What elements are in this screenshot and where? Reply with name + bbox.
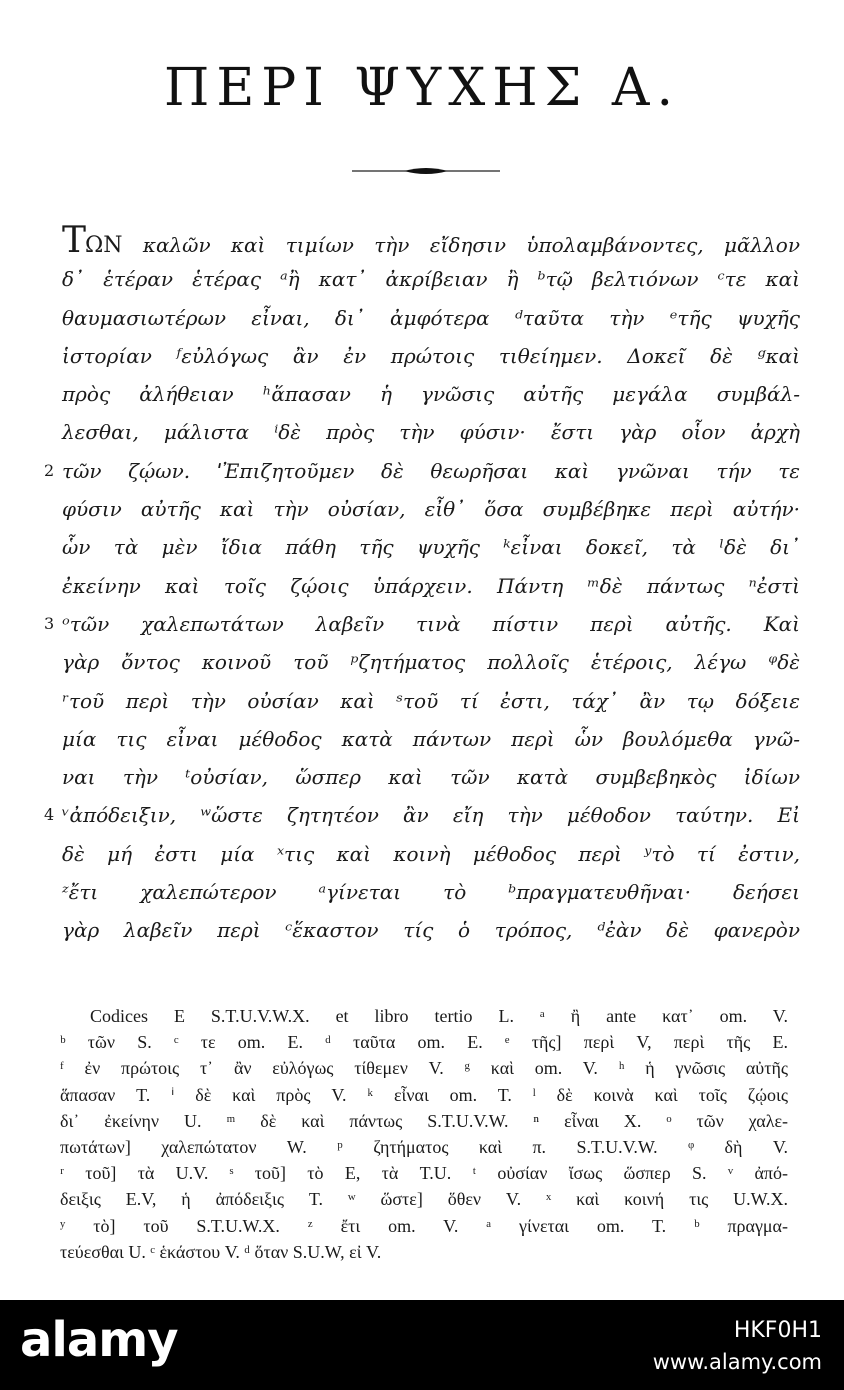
line-number: 4	[44, 805, 55, 825]
text-line: δὲ μή ἐστι μία ˣτις καὶ κοινὴ μέθοδος περὶ ʸτὸ τί ἐστιν,	[62, 841, 800, 866]
drop-cap: Τ	[62, 220, 86, 261]
text-line: 3 ᵒτῶν χαλεπωτάτων λαβεῖν τινὰ πίστιν περὶ αὐτῆς. Καὶ	[62, 605, 800, 643]
note-line: δι᾽ ἐκείνην U. ᵐ δὲ καὶ πάντως S.T.U.V.W. ⁿ εἶναι X. ᵒ τῶν χαλε-	[60, 1110, 788, 1131]
text-line: λεσθαι, μάλιστα ⁱδὲ πρὸς τὴν φύσιν· ἔστι γὰρ οἷον ἀρχὴ	[62, 420, 800, 445]
note-line: τεύεσθαι U. ᶜ ἑκάστου V. ᵈ ὅταν S.U.W, εἰ V.	[60, 1241, 382, 1262]
text-line: ᶻἔτι χαλεπώτερον ᵃγίνεται τὸ ᵇπραγματευθῆναι· δεήσει	[62, 880, 800, 905]
line-number: 2	[44, 460, 55, 480]
alamy-logo: alamy	[20, 1312, 178, 1368]
text-line: ναι τὴν ᵗοὐσίαν, ὥσπερ καὶ τῶν κατὰ συμβεβηκὸς ἰδίων	[62, 765, 800, 790]
note-line: πωτάτων] χαλεπώτατον W. ᵖ ζητήματος καὶ π. S.T.U.V.W. ᵠ δὴ V.	[60, 1136, 788, 1157]
stock-url: www.alamy.com	[652, 1350, 822, 1374]
ornament-divider	[352, 164, 500, 178]
note-line: ᵇ τῶν S. ᶜ τε om. E. ᵈ ταῦτα om. E. ᵉ τῆς] περὶ V, περὶ τῆς E.	[60, 1032, 788, 1053]
text-line: ʳτοῦ περὶ τὴν οὐσίαν καὶ ˢτοῦ τί ἐστι, τάχ᾽ ἂν τῳ δόξειε	[62, 688, 800, 713]
line-number: 3	[44, 613, 55, 633]
note-line: ʸ τὸ] τοῦ S.T.U.W.X. ᶻ ἔτι om. V. ᵃ γίνεται om. T. ᵇ πραγμα-	[60, 1215, 788, 1236]
note-line: Codices E S.T.U.V.W.X. et libro tertio L. ᵃ ἢ ante κατ᾽ om. V.	[90, 1006, 788, 1026]
note-line: δειξις E.V, ἡ ἀπόδειξις T. ʷ ὥστε] ὅθεν V. ˣ καὶ κοινή τις U.W.X.	[60, 1189, 788, 1210]
text-line: γὰρ λαβεῖν περὶ ᶜἕκαστον τίς ὁ τρόπος, ᵈἐὰν δὲ φανερὸν	[62, 918, 800, 943]
text-line: ὧν τὰ μὲν ἴδια πάθη τῆς ψυχῆς ᵏεἶναι δοκεῖ, τὰ ˡδὲ δι᾽	[62, 535, 800, 560]
note-line: ᶠ ἐν πρώτοις τ᾽ ἂν εὐλόγως τίθεμεν V. ᵍ καὶ om. V. ʰ ἡ γνῶσις αὐτῆς	[60, 1058, 788, 1079]
text-line: φύσιν αὐτῆς καὶ τὴν οὐσίαν, εἶθ᾽ ὅσα συμβέβηκε περὶ αὐτήν·	[62, 497, 800, 522]
text-line: δ᾽ ἑτέραν ἑτέρας ᵃἢ κατ᾽ ἀκρίβειαν ἢ ᵇτῷ βελτιόνων ᶜτε καὶ	[62, 267, 800, 292]
text-line: ἐκείνην καὶ τοῖς ζῴοις ὑπάρχειν. Πάντη ᵐδὲ πάντως ⁿἐστὶ	[62, 573, 800, 598]
text-line: μία τις εἶναι μέθοδος κατὰ πάντων περὶ ὧν βουλόμεθα γνῶ-	[62, 726, 800, 751]
text-line: ΤΩΝ καλῶν καὶ τιμίων τὴν εἴδησιν ὑπολαμβάνοντες, μᾶλλον	[62, 220, 801, 261]
note-line: ʳ τοῦ] τὰ U.V. ˢ τοῦ] τὸ E, τὰ T.U. ᵗ οὐσίαν ἴσως ὥσπερ S. ᵛ ἀπό-	[60, 1163, 788, 1184]
main-text	[44, 220, 801, 950]
note-line: ἅπασαν T. ⁱ δὲ καὶ πρὸς V. ᵏ εἶναι om. T. ˡ δὲ κοινὰ καὶ τοῖς ζῴοις	[60, 1084, 788, 1105]
text-line: 2 τῶν ζῴων. ˈἘπιζητοῦμεν δὲ θεωρῆσαι καὶ γνῶναι τήν τε	[62, 452, 800, 490]
stock-id: HKF0H1	[733, 1318, 822, 1343]
chapter-title: ΠΕΡΙ ΨΥΧΗΣ Α.	[163, 58, 681, 118]
first-word: ΩΝ	[85, 233, 123, 258]
watermark-footer	[0, 1300, 844, 1390]
text-line: θαυμασιωτέρων εἶναι, δι᾽ ἀμφότερα ᵈταῦτα τὴν ᵉτῆς ψυχῆς	[62, 305, 800, 330]
text-line: 4 ᵛἀπόδειξιν, ʷὥστε ζητητέον ἂν εἴη τὴν μέθοδον ταύτην. Εἰ	[62, 796, 800, 834]
text-line: γὰρ ὄντος κοινοῦ τοῦ ᵖζητήματος πολλοῖς ἑτέροις, λέγω ᵠδὲ	[62, 650, 800, 675]
critical-apparatus	[60, 1003, 788, 1265]
text-line: πρὸς ἀλήθειαν ʰἅπασαν ἡ γνῶσις αὐτῆς μεγάλα συμβάλ-	[62, 382, 800, 407]
text-line: ἱστορίαν ᶠεὐλόγως ἂν ἐν πρώτοις τιθείημεν. Δοκεῖ δὲ ᵍκαὶ	[62, 343, 800, 368]
